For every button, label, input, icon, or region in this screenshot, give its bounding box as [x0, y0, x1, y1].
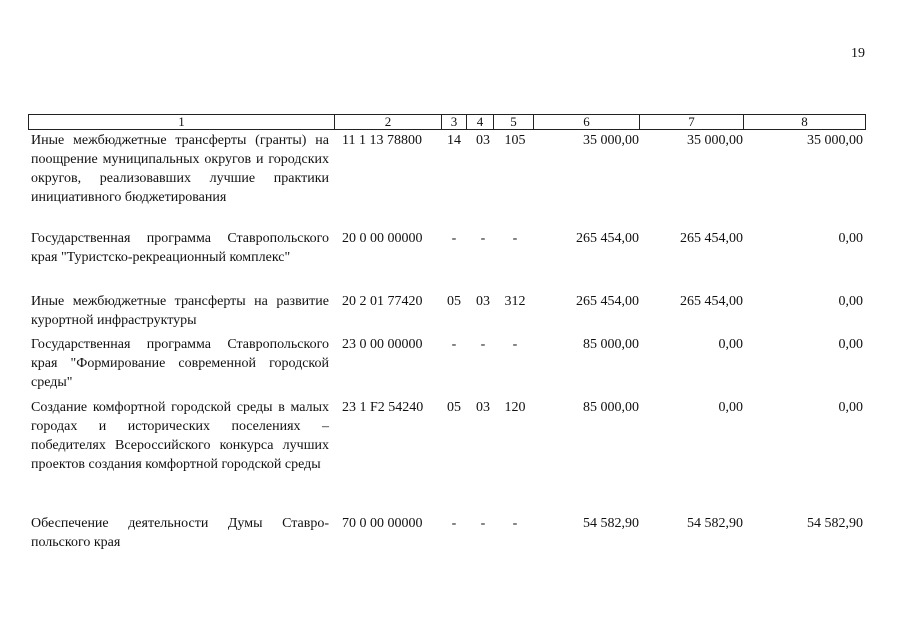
- row-col-3: -: [451, 231, 457, 246]
- row-col-3: 05: [447, 400, 461, 415]
- row-col-5: -: [512, 337, 518, 352]
- column-header-2: 2: [335, 115, 442, 130]
- row-name: Создание комфортной городской среды в малых городах и исторических поселениях – победителях Всероссийского конкурса лучших проектов создания комфортной городской среды: [31, 400, 329, 472]
- row-col-6: 85 000,00: [583, 337, 639, 352]
- column-header-row: [29, 115, 866, 130]
- row-col-6: 35 000,00: [583, 133, 639, 148]
- row-col-4: -: [480, 516, 486, 531]
- row-name: Иные межбюджетные трансферты на развитие курортной инфраструктуры: [31, 294, 329, 328]
- row-col-7: 0,00: [718, 337, 743, 352]
- row-col-5: 105: [504, 133, 526, 148]
- column-header-1: 1: [29, 115, 335, 130]
- row-col-8: 0,00: [838, 400, 863, 415]
- column-header-8: 8: [744, 115, 866, 130]
- row-col-6: 85 000,00: [583, 400, 639, 415]
- page-number: 19: [851, 46, 865, 61]
- row-col-4: -: [480, 231, 486, 246]
- row-col-8: 35 000,00: [807, 133, 863, 148]
- row-col-4: 03: [476, 400, 490, 415]
- row-col-8: 0,00: [838, 231, 863, 246]
- row-col-7: 54 582,90: [687, 516, 743, 531]
- column-header-7: 7: [640, 115, 744, 130]
- row-name: Иные межбюджетные трансферты (гранты) на поощрение муниципальных округов и городских округов, реализовавших лучшие практики инициативного бюджетирования: [31, 133, 329, 205]
- row-col-7: 265 454,00: [680, 231, 743, 246]
- row-code: 23 0 00 00000: [342, 337, 423, 352]
- column-header-5: 5: [494, 115, 534, 130]
- row-col-8: 0,00: [838, 337, 863, 352]
- row-col-5: 312: [504, 294, 526, 309]
- row-col-3: 14: [447, 133, 461, 148]
- row-name: Обеспечение деятельности Думы Ставро-польского края: [31, 516, 329, 550]
- row-col-6: 265 454,00: [576, 231, 639, 246]
- row-col-3: -: [451, 337, 457, 352]
- row-col-7: 0,00: [718, 400, 743, 415]
- row-col-3: -: [451, 516, 457, 531]
- row-col-8: 54 582,90: [807, 516, 863, 531]
- row-name: Государственная программа Ставропольского края "Формирование современной городской среды": [31, 337, 329, 390]
- row-code: 23 1 F2 54240: [342, 400, 424, 415]
- row-col-7: 35 000,00: [687, 133, 743, 148]
- row-code: 20 2 01 77420: [342, 294, 423, 309]
- row-col-4: 03: [476, 294, 490, 309]
- row-col-5: 120: [504, 400, 526, 415]
- row-code: 11 1 13 78800: [342, 133, 422, 148]
- row-col-3: 05: [447, 294, 461, 309]
- row-col-6: 54 582,90: [583, 516, 639, 531]
- column-header-6: 6: [534, 115, 640, 130]
- row-name: Государственная программа Ставропольского края "Туристско-рекреационный комплекс": [31, 231, 329, 265]
- row-col-8: 0,00: [838, 294, 863, 309]
- row-col-6: 265 454,00: [576, 294, 639, 309]
- row-code: 20 0 00 00000: [342, 231, 423, 246]
- row-col-4: 03: [476, 133, 490, 148]
- row-col-5: -: [512, 231, 518, 246]
- column-header-4: 4: [467, 115, 494, 130]
- row-col-4: -: [480, 337, 486, 352]
- row-col-5: -: [512, 516, 518, 531]
- row-code: 70 0 00 00000: [342, 516, 423, 531]
- column-header-table: [28, 114, 866, 130]
- column-header-3: 3: [442, 115, 467, 130]
- row-col-7: 265 454,00: [680, 294, 743, 309]
